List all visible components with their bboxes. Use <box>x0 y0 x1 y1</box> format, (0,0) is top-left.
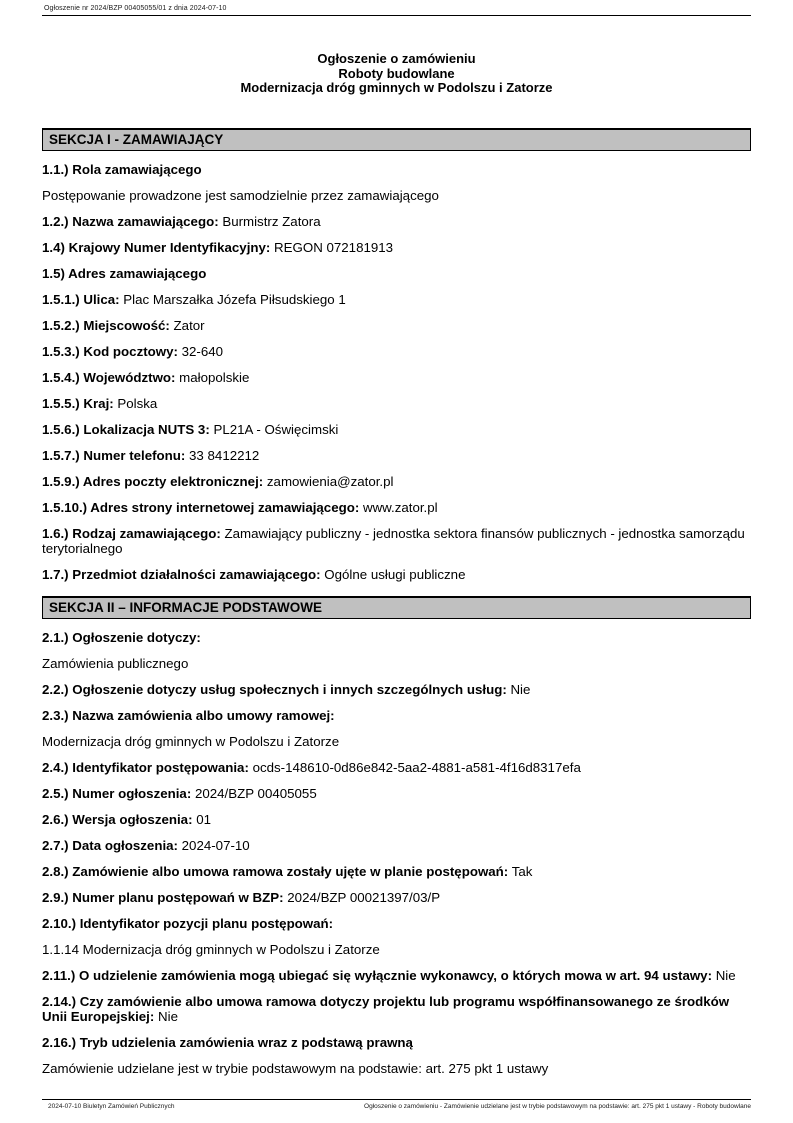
field-text: Zamówienia publicznego <box>42 656 189 671</box>
field-row <box>42 630 751 645</box>
document-number-note: Ogłoszenie nr 2024/BZP 00405055/01 z dnia 2024-07-10 <box>44 5 227 12</box>
document-title-line: Modernizacja dróg gminnych w Podolszu i Zatorze <box>240 80 553 95</box>
field-row <box>42 864 751 879</box>
field-label: 1.5) Adres zamawiającego <box>42 266 207 281</box>
field-row <box>42 266 751 281</box>
field-value: www.zator.pl <box>359 500 438 515</box>
field-value: 2024/BZP 00021397/03/P <box>283 890 441 905</box>
footer-right-text: Ogłoszenie o zamówieniu - Zamówienie udzielane jest w trybie podstawowym na podstawie: art. 275 pkt 1 ustawy - Roboty budowlane <box>364 1103 751 1110</box>
field-row <box>42 396 751 411</box>
section <box>42 128 751 582</box>
field-row <box>42 240 751 255</box>
field-value: małopolskie <box>175 370 250 385</box>
section-header: SEKCJA II – INFORMACJE PODSTAWOWE <box>42 596 751 619</box>
field-label: 2.5.) Numer ogłoszenia: <box>42 786 192 801</box>
field-row <box>42 474 751 489</box>
field-row <box>42 838 751 853</box>
field-value: Ogólne usługi publiczne <box>320 567 466 582</box>
field-value: zamowienia@zator.pl <box>263 474 394 489</box>
field-row <box>42 422 751 437</box>
document-body <box>42 128 751 1087</box>
field-value: Burmistrz Zatora <box>218 214 321 229</box>
field-row <box>42 994 751 1024</box>
field-label: 1.2.) Nazwa zamawiającego: <box>42 214 219 229</box>
field-label: 1.1.) Rola zamawiającego <box>42 162 202 177</box>
field-label: 1.7.) Przedmiot działalności zamawiającego: <box>42 567 321 582</box>
field-row <box>42 812 751 827</box>
field-label: 2.9.) Numer planu postępowań w BZP: <box>42 890 284 905</box>
field-row <box>42 370 751 385</box>
field-row <box>42 292 751 307</box>
field-row <box>42 162 751 177</box>
field-value: 2024/BZP 00405055 <box>191 786 317 801</box>
field-row <box>42 786 751 801</box>
document-title-line: Ogłoszenie o zamówieniu <box>317 51 476 66</box>
field-label: 2.7.) Data ogłoszenia: <box>42 838 178 853</box>
field-label: 1.5.6.) Lokalizacja NUTS 3: <box>42 422 210 437</box>
field-value: 32-640 <box>177 344 224 359</box>
field-row <box>42 500 751 515</box>
field-value: Tak <box>508 864 533 879</box>
field-value: 01 <box>192 812 211 827</box>
field-label: 2.4.) Identyfikator postępowania: <box>42 760 249 775</box>
field-label: 2.11.) O udzielenie zamówienia mogą ubiegać się wyłącznie wykonawcy, o których mowa w art. 94 ustawy: <box>42 968 712 983</box>
field-row <box>42 318 751 333</box>
field-value: Plac Marszałka Józefa Piłsudskiego 1 <box>119 292 346 307</box>
field-value: Zamawiający publiczny - jednostka sektora finansów publicznych - jednostka samorządu terytorialnego <box>42 526 745 556</box>
field-label: 1.5.9.) Adres poczty elektronicznej: <box>42 474 264 489</box>
field-row <box>42 708 751 723</box>
field-value: Nie <box>154 1009 178 1024</box>
field-row <box>42 214 751 229</box>
section <box>42 596 751 1076</box>
field-row <box>42 567 751 582</box>
field-row <box>42 526 751 556</box>
field-label: 1.5.3.) Kod pocztowy: <box>42 344 178 359</box>
field-row <box>42 344 751 359</box>
field-row <box>42 448 751 463</box>
field-label: 2.8.) Zamówienie albo umowa ramowa zostały ujęte w planie postępowań: <box>42 864 509 879</box>
page-footer <box>42 1099 751 1110</box>
field-value: PL21A - Oświęcimski <box>209 422 339 437</box>
document-title-line: Roboty budowlane <box>338 65 455 81</box>
field-label: 2.10.) Identyfikator pozycji planu postępowań: <box>42 916 334 931</box>
field-value: REGON 072181913 <box>270 240 394 255</box>
field-value: Zator <box>169 318 205 333</box>
field-label: 1.5.7.) Numer telefonu: <box>42 448 186 463</box>
field-row <box>42 1035 751 1050</box>
field-text: Postępowanie prowadzone jest samodzielnie przez zamawiającego <box>42 188 439 203</box>
field-row <box>42 682 751 697</box>
footer-left-text: 2024-07-10 Biuletyn Zamówień Publicznych <box>48 1103 175 1110</box>
field-text: 1.1.14 Modernizacja dróg gminnych w Podolszu i Zatorze <box>42 942 380 957</box>
field-value: Nie <box>712 968 736 983</box>
field-label: 2.3.) Nazwa zamówienia albo umowy ramowej: <box>42 708 335 723</box>
field-label: 1.4) Krajowy Numer Identyfikacyjny: <box>42 240 271 255</box>
section-header: SEKCJA I - ZAMAWIAJĄCY <box>42 128 751 151</box>
field-label: 2.16.) Tryb udzielenia zamówienia wraz z podstawą prawną <box>42 1035 413 1050</box>
field-row <box>42 916 751 931</box>
field-value: 33 8412212 <box>185 448 260 463</box>
field-row <box>42 968 751 983</box>
field-label: 1.5.1.) Ulica: <box>42 292 120 307</box>
field-label: 1.5.10.) Adres strony internetowej zamawiającego: <box>42 500 360 515</box>
field-label: 2.14.) Czy zamówienie albo umowa ramowa dotyczy projektu lub programu współfinansowanego ze środków Unii Europejskiej: <box>42 994 730 1024</box>
field-label: 1.5.2.) Miejscowość: <box>42 318 170 333</box>
field-row <box>42 760 751 775</box>
field-label: 2.6.) Wersja ogłoszenia: <box>42 812 193 827</box>
field-text: Zamówienie udzielane jest w trybie podstawowym na podstawie: art. 275 pkt 1 ustawy <box>42 1061 549 1076</box>
field-text: Modernizacja dróg gminnych w Podolszu i Zatorze <box>42 734 340 749</box>
field-label: 2.2.) Ogłoszenie dotyczy usług społecznych i innych szczególnych usług: <box>42 682 507 697</box>
field-value: Nie <box>506 682 531 697</box>
field-label: 1.5.4.) Województwo: <box>42 370 176 385</box>
field-label: 1.6.) Rodzaj zamawiającego: <box>42 526 221 541</box>
field-row <box>42 890 751 905</box>
field-label: 2.1.) Ogłoszenie dotyczy: <box>42 630 201 645</box>
header-rule <box>42 15 751 16</box>
document-title <box>0 52 793 96</box>
field-label: 1.5.5.) Kraj: <box>42 396 114 411</box>
field-value: Polska <box>113 396 158 411</box>
field-value: ocds-148610-0d86e842-5aa2-4881-a581-4f16d8317efa <box>248 760 581 775</box>
field-value: 2024-07-10 <box>177 838 250 853</box>
